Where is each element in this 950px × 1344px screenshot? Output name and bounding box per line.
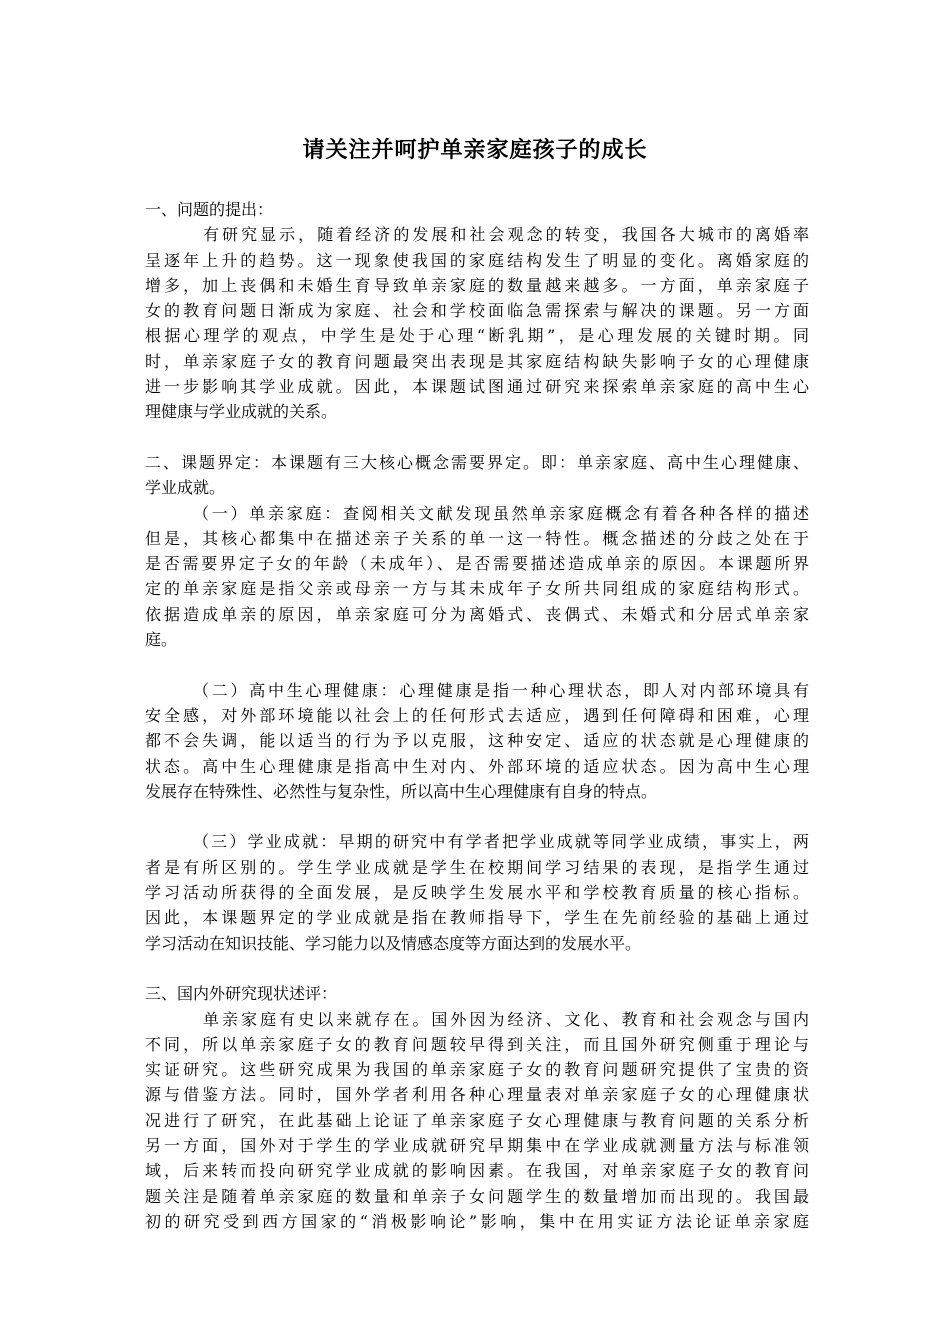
paragraph-line: 域，后来转而投向研究学业成就的影响因素。在我国，对单亲家庭子女的教育问 <box>145 1161 809 1181</box>
paragraph-line: 增多，加上丧偶和未婚生育导致单亲家庭的数量越来越多。一方面，单亲家庭子 <box>145 275 809 295</box>
subsection-mental-health: （二）高中生心理健康：心理健康是指一种心理状态，即人对内部环境具有 <box>193 680 809 700</box>
paragraph-line: 单亲家庭有史以来就存在。国外因为经济、文化、教育和社会观念与国内 <box>203 1009 809 1029</box>
document-title: 请关注并呵护单亲家庭孩子的成长 <box>302 138 648 163</box>
paragraph-line: 呈逐年上升的趋势。这一现象使我国的家庭结构发生了明显的变化。离婚家庭的 <box>145 250 809 270</box>
paragraph-line: 初的研究受到西方国家的“消极影响论”影响，集中在用实证方法论证单亲家庭 <box>145 1211 809 1231</box>
blank-line <box>145 804 809 829</box>
paragraph-line: 有研究显示，随着经济的发展和社会观念的转变，我国各大城市的离婚率 <box>203 225 809 245</box>
paragraph-line: 源与借鉴方法。同时，国外学者利用各种心理量表对单亲家庭子女的心理健康状 <box>145 1085 809 1105</box>
paragraph-line: 定的单亲家庭是指父亲或母亲一方与其未成年子女所共同组成的家庭结构形式。 <box>145 579 809 599</box>
paragraph-line: 根据心理学的观点，中学生是处于心理“断乳期”，是心理发展的关键时期。同 <box>145 326 809 346</box>
paragraph-line: 实证研究。这些研究成果为我国的单亲家庭子女的教育问题研究提供了宝贵的资 <box>145 1060 809 1080</box>
paragraph-line: 况进行了研究，在此基础上论证了单亲家庭子女心理健康与教育问题的关系分析 <box>145 1110 809 1130</box>
paragraph-line: 都不会失调，能以适当的行为予以克服，这种安定、适应的状态就是心理健康的 <box>145 731 809 751</box>
subsection-single-parent: （一）单亲家庭：查阅相关文献发现虽然单亲家庭概念有着各种各样的描述 <box>193 503 809 523</box>
paragraph-line: 因此，本课题界定的学业成就是指在教师指导下，学生在先前经验的基础上通过 <box>145 908 809 928</box>
paragraph-line: 题关注是随着单亲家庭的数量和单亲子女问题学生的数量增加而出现的。我国最 <box>145 1186 809 1206</box>
paragraph-line: 是否需要界定子女的年龄（未成年）、是否需要描述造成单亲的原因。本课题所界 <box>145 554 809 574</box>
paragraph-line: 学习活动在知识技能、学习能力以及情感态度等方面达到的发展水平。 <box>145 933 642 953</box>
blank-line <box>145 425 809 450</box>
section-heading-definition: 二、课题界定：本课题有三大核心概念需要界定。即：单亲家庭、高中生心理健康、 <box>145 452 809 472</box>
paragraph-line: 发展存在特殊性、必然性与复杂性，所以高中生心理健康有自身的特点。 <box>145 781 658 801</box>
section-heading-review: 三、国内外研究现状述评： <box>145 984 338 1004</box>
paragraph-line: 女的教育问题日渐成为家庭、社会和学校面临急需探索与解决的课题。另一方面 <box>145 301 809 321</box>
paragraph-line: 学习活动所获得的全面发展，是反映学生发展水平和学校教育质量的核心指标。 <box>145 883 809 903</box>
section-heading-problem: 一、问题的提出： <box>145 200 274 219</box>
paragraph-line: 另一方面，国外对于学生的学业成就研究早期集中在学业成就测量方法与标准领 <box>145 1135 809 1155</box>
paragraph-line: 进一步影响其学业成就。因此，本课题试图通过研究来探索单亲家庭的高中生心 <box>145 377 809 397</box>
paragraph-line: 庭。 <box>145 630 178 650</box>
paragraph-line: 安全感，对外部环境能以社会上的任何形式去适应，遇到任何障碍和困难，心理 <box>145 705 809 725</box>
paragraph-line: 学业成就。 <box>145 478 226 498</box>
paragraph-line: 时，单亲家庭子女的教育问题最突出表现是其家庭结构缺失影响子女的心理健康 <box>145 351 809 371</box>
paragraph-line: 但是，其核心都集中在描述亲子关系的单一这一特性。概念描述的分歧之处在于 <box>145 528 809 548</box>
paragraph-line: 不同，所以单亲家庭子女的教育问题较早得到关注，而且国外研究侧重于理论与 <box>145 1034 809 1054</box>
paragraph-line: 状态。高中生心理健康是指高中生对内、外部环境的适应状态。因为高中生心理 <box>145 756 809 776</box>
paragraph-line: 理健康与学业成就的关系。 <box>145 402 338 422</box>
blank-line <box>145 652 809 677</box>
paragraph-line: 者是有所区别的。学生学业成就是学生在校期间学习结果的表现，是指学生通过 <box>145 857 809 877</box>
document-body <box>145 197 809 1234</box>
blank-line <box>145 956 809 981</box>
subsection-academic-achievement: （三）学业成就：早期的研究中有学者把学业成就等同学业成绩，事实上，两 <box>193 832 809 852</box>
paragraph-line: 依据造成单亲的原因，单亲家庭可分为离婚式、丧偶式、未婚式和分居式单亲家 <box>145 604 809 624</box>
